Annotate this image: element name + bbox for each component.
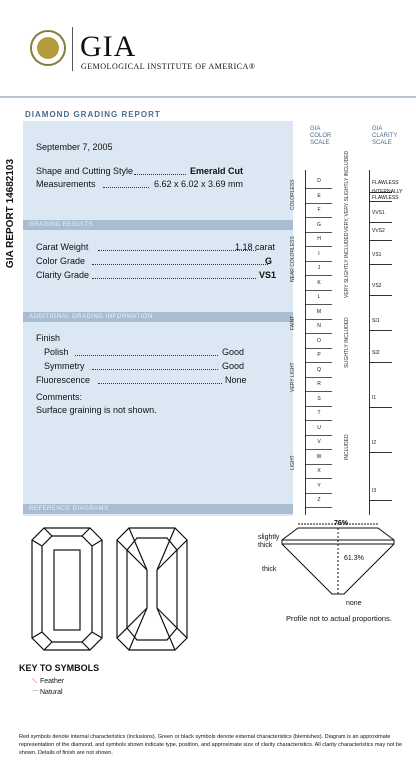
- girdle-lower: thick: [262, 566, 277, 573]
- measurements-value: 6.62 x 6.02 x 3.69 mm: [154, 179, 244, 189]
- polish-value: Good: [222, 347, 245, 357]
- carat-label: Carat Weight: [36, 242, 89, 252]
- color-scale-tick: [306, 391, 332, 392]
- symmetry-value: Good: [222, 361, 245, 371]
- color-letter-f: F: [317, 207, 321, 213]
- feather-icon: ⟍: [32, 678, 37, 685]
- color-letter-m: M: [316, 308, 322, 315]
- color-scale-tick: [306, 275, 332, 276]
- grading-results-band: GRADING RESULTS: [23, 220, 293, 230]
- color-scale-tick: [306, 449, 332, 450]
- color-letter-u: U: [317, 424, 321, 431]
- color-letter-n: N: [317, 323, 321, 329]
- color-letter-w: W: [316, 453, 322, 460]
- culet-value: none: [346, 600, 362, 607]
- color-letter-t: T: [317, 410, 321, 416]
- table-percentage: 76%: [334, 520, 349, 527]
- near-colorless-group: NEAR COLORLESS: [290, 236, 296, 282]
- clarity-grade-5: VS2: [372, 283, 382, 289]
- carat-value: 1.18 carat: [235, 242, 276, 252]
- color-scale-tick: [306, 435, 332, 436]
- brand-subtitle: GEMOLOGICAL INSTITUTE OF AMERICA®: [81, 62, 256, 71]
- color-letter-g: G: [317, 221, 321, 228]
- reference-diagrams-band: REFERENCE DIAGRAMS: [23, 504, 293, 514]
- clarity-scale-tick: [370, 240, 392, 241]
- color-scale-tick: [306, 246, 332, 247]
- key-item-feather: Feather: [40, 678, 65, 685]
- color-scale-heading: GIA COLOR SCALE: [310, 126, 332, 146]
- clarity-scale-tick: [370, 407, 392, 408]
- clarity-scale-tick: [370, 500, 392, 501]
- clarity-scale-tick: [370, 295, 392, 296]
- faint-group: FAINT: [290, 315, 296, 330]
- color-scale-tick: [306, 319, 332, 320]
- color-letter-l: L: [317, 294, 321, 300]
- color-scale-tick: [306, 333, 332, 334]
- clarity-grade-4: VS1: [372, 252, 382, 258]
- additional-info-band: ADDITIONAL GRADING INFORMATION: [23, 312, 293, 322]
- color-letter-k: K: [317, 279, 321, 286]
- color-scale-tick: [306, 203, 332, 204]
- color-scale-tick: [306, 362, 332, 363]
- light-group: LIGHT: [290, 455, 296, 470]
- comments-text: Surface graining is not shown.: [36, 405, 157, 415]
- color-letter-s: S: [317, 395, 321, 402]
- clarity-grade-9: I2: [372, 440, 377, 446]
- color-scale-tick: [306, 377, 332, 378]
- color-letter-o: O: [317, 337, 321, 344]
- header-rule: [0, 96, 416, 98]
- clarity-grade-6: SI1: [372, 318, 380, 324]
- color-grade-value: G: [265, 256, 273, 266]
- color-letter-x: X: [317, 468, 321, 474]
- color-letter-r: R: [317, 381, 321, 387]
- symmetry-label: Symmetry: [44, 361, 85, 371]
- gia-seal-logo: [30, 30, 66, 66]
- key-title: KEY TO SYMBOLS: [19, 663, 100, 673]
- color-letter-j: J: [317, 265, 321, 271]
- fluorescence-value: None: [225, 375, 247, 385]
- very-light-group: VERY LIGHT: [290, 362, 296, 392]
- color-letter-v: V: [317, 439, 321, 445]
- vvs-group: VERY, VERY SLIGHTLY INCLUDED: [344, 150, 350, 232]
- color-scale-tick: [306, 290, 332, 291]
- color-letter-i: I: [318, 250, 320, 257]
- clarity-scale-tick: [370, 201, 392, 202]
- clarity-scale-tick: [370, 264, 392, 265]
- clarity-grade-label: Clarity Grade: [36, 270, 90, 280]
- color-letter-h: H: [317, 236, 321, 242]
- clarity-grade-3: VVS2: [372, 228, 385, 234]
- natural-icon: ⌒: [32, 691, 39, 698]
- report-title: DIAMOND GRADING REPORT: [25, 110, 161, 119]
- color-scale-tick: [306, 304, 332, 305]
- pavilion-view-diagram: [117, 528, 187, 650]
- profile-note: Profile not to actual proportions.: [286, 614, 392, 623]
- color-scale-tick: [306, 217, 332, 218]
- clarity-grade-10: I3: [372, 488, 377, 494]
- finish-label: Finish: [36, 333, 61, 343]
- clarity-scale-tick: [370, 362, 392, 363]
- color-scale-tick: [306, 420, 332, 421]
- comments-label: Comments:: [36, 392, 83, 402]
- clarity-grade-value: VS1: [259, 270, 277, 280]
- color-letter-d: D: [317, 178, 321, 184]
- colorless-group: COLORLESS: [290, 179, 296, 210]
- report-date: September 7, 2005: [36, 142, 113, 152]
- clarity-grade-1: INTERNALLY FLAWLESS: [372, 189, 403, 201]
- crown-view-diagram: [32, 528, 102, 650]
- shape-value: Emerald Cut: [190, 166, 244, 176]
- clarity-scale-heading: GIA CLARITY SCALE: [372, 126, 398, 146]
- included-group: INCLUDED: [344, 434, 350, 460]
- clarity-grade-7: SI2: [372, 350, 380, 356]
- color-letter-z: Z: [317, 497, 321, 503]
- fine-print: Red symbols denote internal characteristics (inclusions). Green or black symbols denote external characteristics (blemishes). Diagram is an approximate representation of the diamond, and symbols shown indicate type, position, and approximate size of clarity characteristics. All clarity characteristics may not be shown. Details of finish are not shown.: [19, 734, 403, 756]
- polish-label: Polish: [44, 347, 69, 357]
- color-scale-tick: [306, 493, 332, 494]
- vs-group: VERY SLIGHTLY INCLUDED: [344, 232, 350, 298]
- brand-title: GIA: [80, 30, 137, 63]
- si-group: SLIGHTLY INCLUDED: [344, 317, 350, 368]
- color-scale-tick: [306, 188, 332, 189]
- clarity-grade-0: FLAWLESS: [372, 180, 399, 186]
- report-number: GIA REPORT 14682103: [5, 158, 17, 269]
- clarity-scale-tick: [370, 222, 392, 223]
- depth-percentage: 61.3%: [344, 555, 364, 562]
- fluorescence-label: Fluorescence: [36, 375, 91, 385]
- color-scale-tick: [306, 478, 332, 479]
- color-scale-tick: [306, 406, 332, 407]
- clarity-scale-tick: [370, 452, 392, 453]
- clarity-grade-8: I1: [372, 395, 377, 401]
- color-scale-tick: [306, 232, 332, 233]
- color-scale-tick: [306, 507, 332, 508]
- key-item-natural: Natural: [40, 689, 63, 696]
- color-letter-y: Y: [317, 482, 321, 489]
- measurements-label: Measurements: [36, 179, 96, 189]
- color-scale-tick: [306, 464, 332, 465]
- girdle-upper: slightly thick: [258, 534, 280, 549]
- color-letter-e: E: [317, 192, 321, 199]
- clarity-scale-tick: [370, 330, 392, 331]
- clarity-grade-2: VVS1: [372, 210, 385, 216]
- header-divider: [72, 27, 73, 71]
- color-scale-tick: [306, 261, 332, 262]
- color-scale-tick: [306, 348, 332, 349]
- color-letter-q: Q: [317, 366, 321, 373]
- shape-label: Shape and Cutting Style: [36, 166, 134, 176]
- emerald-cut-diagrams: [22, 520, 192, 660]
- color-letter-p: P: [317, 352, 321, 358]
- color-grade-label: Color Grade: [36, 256, 86, 266]
